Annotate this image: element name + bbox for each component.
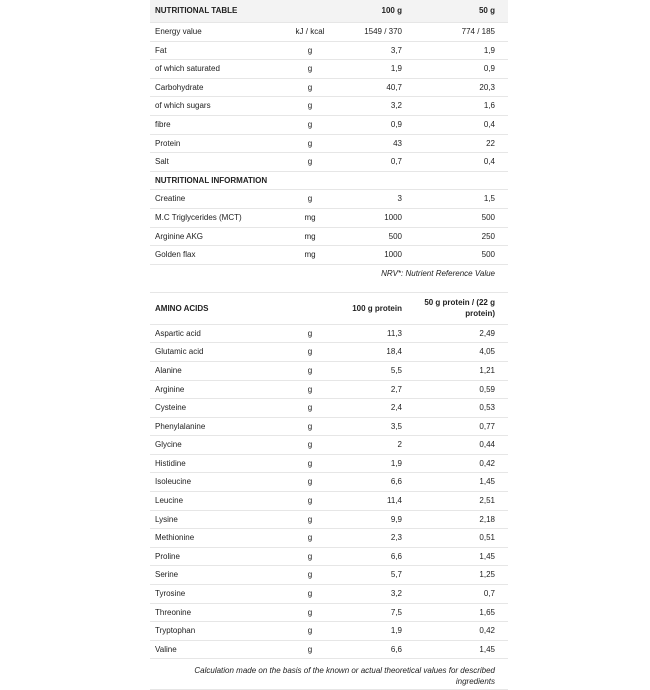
unit-cell: g [307, 496, 313, 506]
value-50g: 0,53 [479, 403, 495, 413]
unit-cell: g [307, 64, 313, 74]
nutrient-name: Serine [155, 570, 179, 580]
value-100g: 5,7 [390, 570, 402, 580]
value-50g: 0,4 [483, 119, 495, 129]
value-100g: 0,9 [390, 119, 402, 129]
nutritional-information-body [150, 190, 508, 264]
table-row [150, 511, 508, 530]
nutrition-sheet [150, 0, 508, 687]
value-50g: 0,44 [479, 440, 495, 450]
table-row [150, 548, 508, 567]
nutrient-name: Tryptophan [155, 626, 196, 636]
table-row [150, 325, 508, 344]
nutrient-name: Alanine [155, 365, 182, 375]
nutrient-name: Tyrosine [155, 589, 186, 599]
nutrient-name: Arginine AKG [155, 231, 204, 241]
unit-cell: g [307, 157, 313, 167]
value-50g: 2,18 [479, 514, 495, 524]
value-50g: 2,49 [479, 328, 495, 338]
table-row [150, 60, 508, 79]
value-50g: 250 [481, 231, 495, 241]
value-100g: 2,3 [390, 533, 402, 543]
value-50g: 0,59 [479, 384, 495, 394]
value-50g: 4,05 [479, 347, 495, 357]
nrv-note: NRV*: Nutrient Reference Value [381, 268, 495, 278]
value-100g: 2,4 [390, 403, 402, 413]
unit-cell: g [307, 347, 313, 357]
value-50g: 774 / 185 [461, 27, 495, 36]
value-50g: 1,45 [479, 477, 495, 487]
unit-cell: g [307, 45, 313, 55]
value-100g: 1000 [384, 250, 402, 260]
table-row [150, 97, 508, 116]
table-row [150, 455, 508, 474]
unit-cell: g [307, 477, 313, 487]
value-50g: 1,6 [483, 101, 495, 111]
value-100g: 1549 / 370 [364, 27, 402, 36]
value-100g: 3,5 [390, 421, 402, 431]
nutrient-name: M.C Triglycerides (MCT) [155, 212, 242, 222]
table-row [150, 246, 508, 265]
unit-cell: g [307, 82, 313, 92]
unit-cell: mg [304, 212, 316, 222]
table-row [150, 23, 508, 42]
unit-cell: g [307, 458, 313, 468]
value-100g: 18,4 [386, 347, 402, 357]
table-row [150, 362, 508, 381]
amino-col-50g-header: 50 g protein / (22 g protein) [424, 297, 495, 318]
value-50g: 0,7 [483, 589, 495, 599]
table-row [150, 116, 508, 135]
value-50g: 0,9 [483, 64, 495, 74]
unit-cell: g [307, 551, 313, 561]
unit-cell: g [307, 328, 313, 338]
value-100g: 40,7 [386, 82, 402, 92]
nutrient-name: Isoleucine [155, 477, 192, 487]
table-row [150, 228, 508, 247]
section-divider [150, 283, 508, 293]
amino-acids-header [150, 293, 508, 325]
nutrient-name: of which saturated [155, 64, 220, 74]
value-100g: 11,4 [387, 496, 402, 506]
nutritional-table-title: NUTRITIONAL TABLE [155, 6, 238, 15]
unit-cell: g [307, 365, 313, 375]
table-row [150, 529, 508, 548]
unit-cell: g [307, 440, 313, 450]
col-50g-header: 50 g [478, 6, 495, 15]
nutrient-name: Arginine [155, 384, 185, 394]
nutrient-name: Cysteine [155, 403, 187, 413]
value-50g: 1,45 [479, 644, 495, 654]
value-50g: 1,9 [483, 45, 495, 55]
table-row [150, 381, 508, 400]
amino-acids-title: AMINO ACIDS [155, 303, 209, 313]
value-50g: 500 [481, 212, 495, 222]
unit-cell: g [307, 119, 313, 129]
value-100g: 6,6 [390, 551, 402, 561]
value-100g: 500 [388, 231, 402, 241]
value-50g: 20,3 [479, 82, 495, 92]
table-row [150, 566, 508, 585]
unit-cell: kJ / kcal [295, 27, 325, 36]
value-100g: 43 [393, 138, 402, 148]
value-50g: 1,65 [479, 607, 495, 617]
nutrient-name: Salt [155, 157, 169, 167]
footer-note: Calculation made on the basis of the known or actual theoretical values for described ingredients [150, 659, 508, 690]
value-100g: 7,5 [390, 607, 402, 617]
unit-cell: mg [304, 231, 316, 241]
value-100g: 6,6 [390, 644, 402, 654]
nrv-note-row [150, 265, 508, 283]
nutrient-name: Proline [155, 551, 180, 561]
nutrient-name: Phenylalanine [155, 421, 206, 431]
unit-cell: g [307, 194, 313, 204]
nutrient-name: Glutamic acid [155, 347, 204, 357]
value-50g: 1,25 [479, 570, 495, 580]
value-100g: 9,9 [390, 514, 402, 524]
value-100g: 2 [397, 440, 402, 450]
table-row [150, 399, 508, 418]
value-50g: 0,4 [483, 157, 495, 167]
unit-cell: g [307, 589, 313, 599]
value-100g: 3,2 [390, 101, 402, 111]
value-100g: 6,6 [390, 477, 402, 487]
value-50g: 0,42 [479, 458, 495, 468]
value-100g: 1,9 [390, 626, 402, 636]
nutrient-name: Carbohydrate [155, 82, 204, 92]
value-100g: 3,7 [390, 45, 402, 55]
value-50g: 1,45 [479, 551, 495, 561]
value-100g: 3,2 [390, 589, 402, 599]
table-row [150, 622, 508, 641]
nutrient-name: fibre [155, 119, 171, 129]
table-row [150, 436, 508, 455]
table-row [150, 79, 508, 98]
unit-cell: g [307, 533, 313, 543]
unit-cell: g [307, 626, 313, 636]
unit-cell: mg [304, 250, 316, 260]
value-50g: 0,51 [479, 533, 495, 543]
nutrient-name: Leucine [155, 496, 184, 506]
value-100g: 0,7 [390, 157, 402, 167]
value-50g: 1,21 [479, 365, 495, 375]
table-row [150, 209, 508, 228]
table-row [150, 418, 508, 437]
unit-cell: g [307, 101, 313, 111]
nutrient-name: Lysine [155, 514, 178, 524]
nutrient-name: of which sugars [155, 101, 211, 111]
nutritional-table-body [150, 23, 508, 172]
unit-cell: g [307, 384, 313, 394]
nutrient-name: Golden flax [155, 250, 196, 260]
unit-cell: g [307, 644, 313, 654]
table-row [150, 153, 508, 172]
value-100g: 1,9 [390, 458, 402, 468]
value-100g: 3 [397, 194, 402, 204]
value-50g: 22 [486, 138, 495, 148]
unit-cell: g [307, 607, 313, 617]
nutrient-name: Valine [155, 644, 177, 654]
table-row [150, 604, 508, 623]
table-row [150, 42, 508, 61]
table-row [150, 585, 508, 604]
nutrient-name: Glycine [155, 440, 182, 450]
nutrient-name: Threonine [155, 607, 192, 617]
value-50g: 2,51 [479, 496, 495, 506]
nutrient-name: Fat [155, 45, 167, 55]
nutrient-name: Methionine [155, 533, 195, 543]
value-100g: 1,9 [390, 64, 402, 74]
amino-col-100g-header: 100 g protein [352, 303, 402, 313]
col-100g-header: 100 g [381, 6, 402, 15]
unit-cell: g [307, 421, 313, 431]
value-100g: 2,7 [390, 384, 402, 394]
unit-cell: g [307, 514, 313, 524]
table-row [150, 641, 508, 660]
nutrient-name: Creatine [155, 194, 186, 204]
table-row [150, 190, 508, 209]
value-100g: 1000 [384, 212, 402, 222]
nutrient-name: Energy value [155, 27, 202, 36]
table-row [150, 473, 508, 492]
unit-cell: g [307, 138, 313, 148]
unit-cell: g [307, 570, 313, 580]
value-50g: 0,77 [479, 421, 495, 431]
value-100g: 11,3 [387, 328, 402, 338]
value-50g: 0,42 [479, 626, 495, 636]
table-row [150, 135, 508, 154]
value-50g: 500 [481, 250, 495, 260]
nutrient-name: Histidine [155, 458, 186, 468]
table-row [150, 343, 508, 362]
nutritional-information-title: NUTRITIONAL INFORMATION [155, 175, 268, 185]
nutritional-information-header [150, 172, 508, 191]
value-100g: 5,5 [390, 365, 402, 375]
nutritional-table-header [150, 0, 508, 23]
nutrient-name: Protein [155, 138, 181, 148]
unit-cell: g [307, 403, 313, 413]
value-50g: 1,5 [483, 194, 495, 204]
table-row [150, 492, 508, 511]
amino-acids-body [150, 325, 508, 660]
nutrient-name: Aspartic acid [155, 328, 201, 338]
